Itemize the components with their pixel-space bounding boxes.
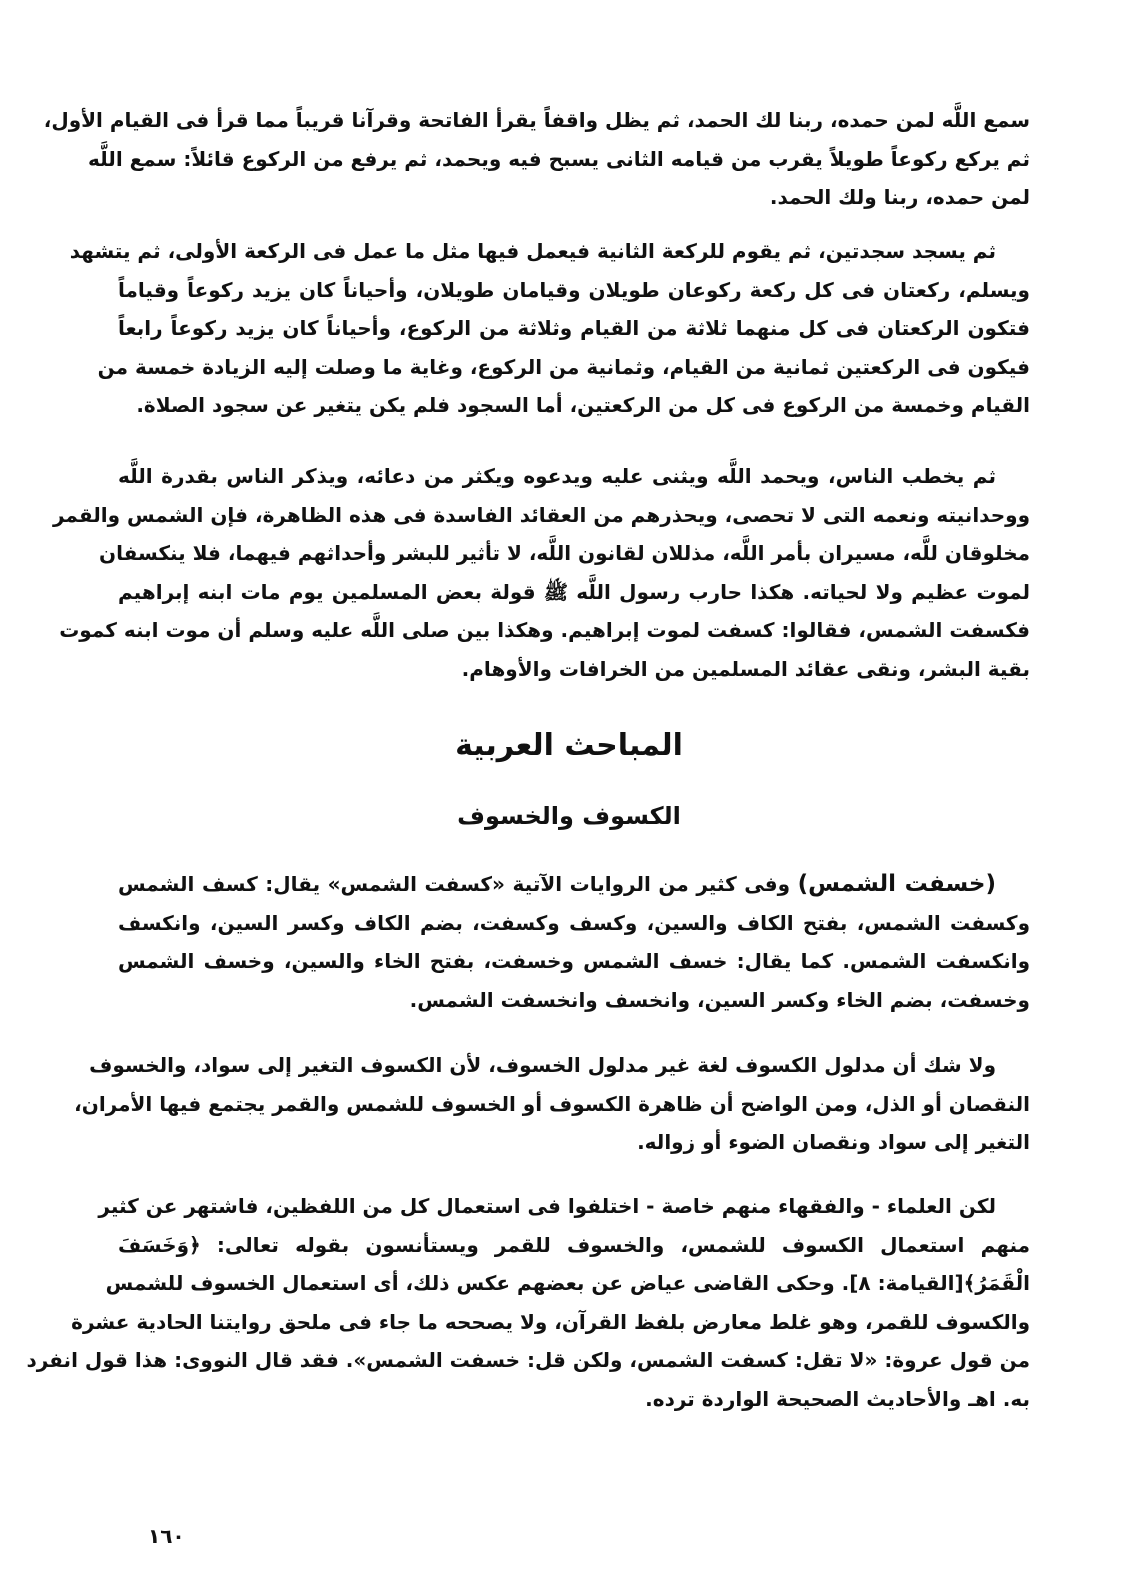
text-line: لمن حمده، ربنا ولك الحمد. (769, 185, 1030, 209)
text-line: ثم يركع ركوعاً طويلاً يقرب من قيامه الثانى يسبح فيه ويحمد، ثم يرفع من الركوع قائلاً: سمع اللَّه (88, 146, 1030, 171)
text-line: التغير إلى سواد ونقصان الضوء أو زواله. (637, 1130, 1030, 1154)
text-line: ثم يخطب الناس، ويحمد اللَّه ويثنى عليه ويدعوه ويكثر من دعائه، ويذكر الناس بقدرة اللَّه (118, 464, 996, 488)
bold-term: (خسفت الشمس) (797, 871, 996, 897)
subsection-title: الكسوف والخسوف (457, 802, 681, 830)
text-line: بقية البشر، ونقى عقائد المسلمين من الخرافات والأوهام. (461, 656, 1030, 681)
page-number: ١٦٠ (148, 1524, 185, 1548)
text-line: من قول عروة: «لا تقل: كسفت الشمس، ولكن قل: خسفت الشمس». فقد قال النووى: هذا قول انفرد (26, 1348, 1030, 1372)
text-line: فيكون فى الركعتين ثمانية من القيام، وثمانية من الركوع، وغاية ما وصلت إليه الزيادة خمسة من (97, 354, 1030, 379)
text-line: فكسفت الشمس، فقالوا: كسفت لموت إبراهيم. وهكذا بين صلى اللَّه عليه وسلم أن موت ابنه كموت (59, 618, 1030, 642)
text-line: ولا شك أن مدلول الكسوف لغة غير مدلول الخسوف، لأن الكسوف التغير إلى سواد، والخسوف (89, 1053, 996, 1077)
text-line: وكسفت الشمس، بفتح الكاف والسين، وكسف وكسفت، بضم الكاف وكسر السين، وانكسف (118, 910, 1030, 935)
text-line: القيام وخمسة من الركوع فى كل من الركعتين، أما السجود فلم يكن يتغير عن سجود الصلاة. (136, 393, 1030, 417)
text-line: ووحدانيته ونعمه التى لا تحصى، ويحذرهم من العقائد الفاسدة فى هذه الظاهرة، فإن الشمس والقمر (52, 502, 1030, 527)
text-line: وانكسفت الشمس. كما يقال: خسف الشمس وخسفت، بفتح الخاء والسين، وخسف الشمس (118, 949, 1030, 973)
text-line: به. اهـ والأحاديث الصحيحة الواردة ترده. (645, 1386, 1030, 1411)
text-line: الْقَمَرُ﴾[القيامة: ٨]. وحكى القاضى عياض عن بعضهم عكس ذلك، أى استعمال الخسوف للشمس (105, 1271, 1030, 1295)
text-line: ويسلم، ركعتان فى كل ركعة ركوعان طويلان وقيامان طويلان، وأحياناً كان يزيد ركوعاً وقياماً (118, 277, 1030, 302)
text-run: وفى كثير من الروايات الآتية «كسفت الشمس» يقال: كسف الشمس (118, 872, 798, 896)
paragraph-3 (52, 457, 1030, 688)
text-line: النقصان أو الذل، ومن الواضح أن ظاهرة الكسوف أو الخسوف للشمس والقمر يجتمع فيها الأمران، (74, 1091, 1030, 1116)
text-line: لكن العلماء - والفقهاء منهم خاصة - اختلفوا فى استعمال كل من اللفظين، فاشتهر عن كثير (98, 1194, 996, 1218)
paragraph-1 (43, 101, 1030, 217)
paragraph-2 (69, 232, 1030, 425)
text-line (118, 865, 1030, 904)
paragraph-5 (74, 1046, 1030, 1162)
section-title: المباحث العربية (455, 728, 683, 763)
text-line: فتكون الركعتان فى كل منهما ثلاثة من القيام وثلاثة من الركوع، وأحياناً كان يزيد ركوعاً رابعاً (118, 316, 1030, 340)
text-line: منهم استعمال الكسوف للشمس، والخسوف للقمر ويستأنسون بقوله تعالى: ﴿وَخَسَفَ (118, 1232, 1030, 1257)
paragraph-6 (26, 1187, 1030, 1418)
text-line: والكسوف للقمر، وهو غلط معارض بلفظ القرآن، ولا يصححه ما جاء فى ملحق روايتنا الحادية عشرة (71, 1309, 1030, 1334)
paragraph-4 (118, 865, 1030, 1019)
text-line: مخلوقان للَّه، مسيران بأمر اللَّه، مذللان لقانون اللَّه، لا تأثير للبشر وأحداثهم فيهما، فلا ينكسفان (99, 541, 1030, 565)
text-line: لموت عظيم ولا لحياته. هكذا حارب رسول اللَّه ﷺ قولة بعض المسلمين يوم مات ابنه إبراهيم (118, 579, 1030, 604)
text-line: سمع اللَّه لمن حمده، ربنا لك الحمد، ثم يظل واقفاً يقرأ الفاتحة وقرآنا قريباً مما قرأ فى القيام الأول، (43, 108, 1030, 132)
text-line: وخسفت، بضم الخاء وكسر السين، وانخسف وانخسفت الشمس. (409, 987, 1030, 1012)
text-line: ثم يسجد سجدتين، ثم يقوم للركعة الثانية فيعمل فيها مثل ما عمل فى الركعة الأولى، ثم يتشهد (69, 239, 996, 263)
